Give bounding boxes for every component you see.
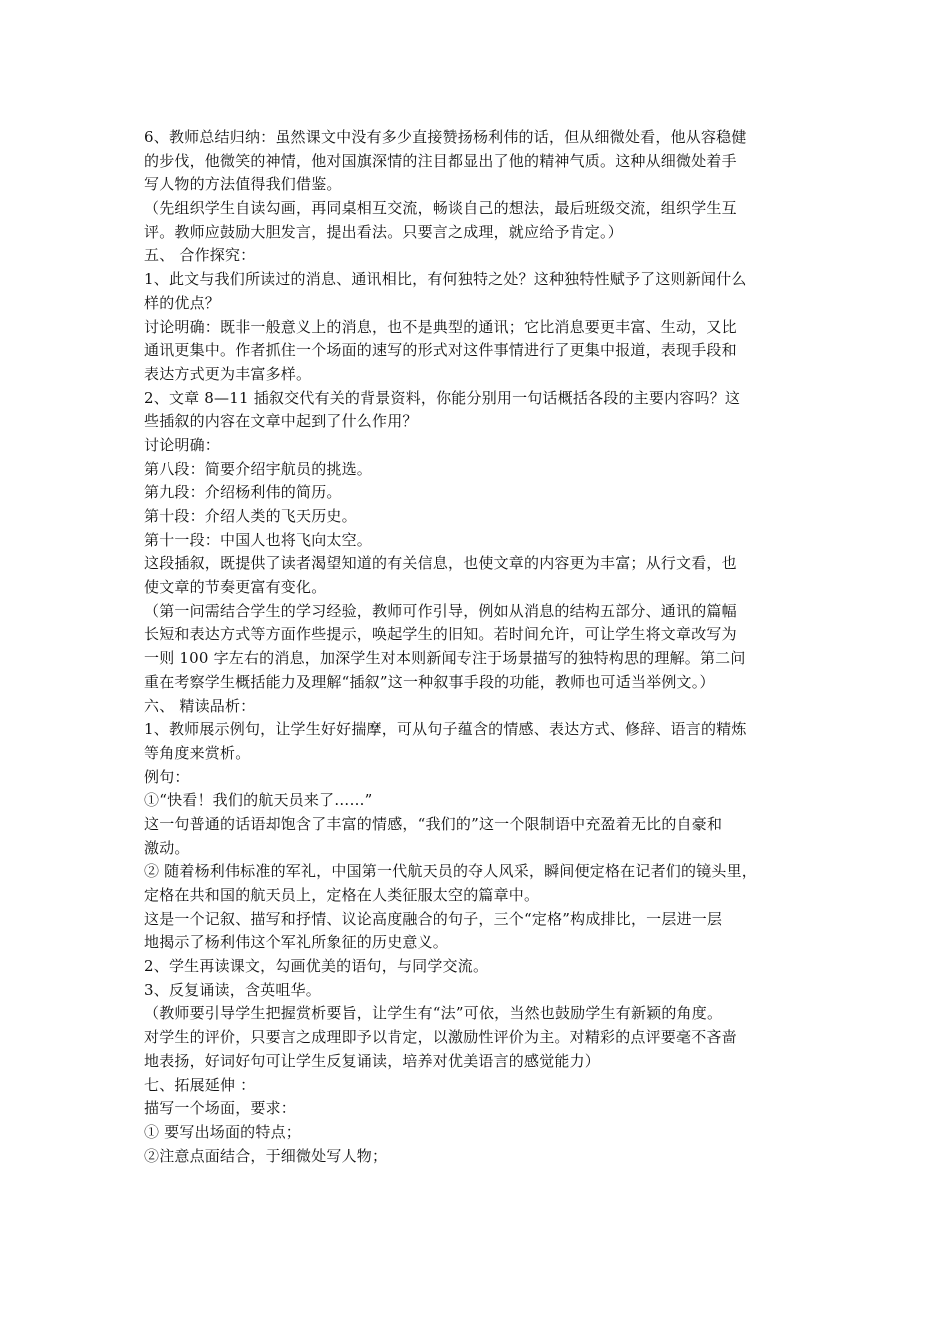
text-line: 这是一个记叙、描写和抒情、议论高度融合的句子，三个“定格”构成排比，一层进一层: [144, 909, 723, 928]
text-line: 这一句普通的话语却饱含了丰富的情感，“我们的”这一个限制语中充盈着无比的自豪和: [144, 814, 723, 833]
text-line: 1、教师展示例句，让学生好好揣摩，可从句子蕴含的情感、表达方式、修辞、语言的精炼: [144, 720, 747, 739]
text-line: 样的优点？: [144, 293, 221, 312]
section-heading: 六、 精读品析：: [144, 696, 256, 715]
text-line: 讨论明确：既非一般意义上的消息，也不是典型的通讯；它比消息要更丰富、生动，又比: [144, 317, 737, 336]
text-line: 重在考察学生概括能力及理解“插叙”这一种叙事手段的功能，教师也可适当举例文。）: [144, 672, 715, 691]
text-line: 地揭示了杨利伟这个军礼所象征的历史意义。: [144, 933, 449, 952]
section-heading: 七、拓展延伸 ：: [144, 1075, 256, 1094]
text-line: ②注意点面结合，于细微处写人物；: [144, 1146, 388, 1165]
text-line: 长短和表达方式等方面作些提示，唤起学生的旧知。若时间允许，可让学生将文章改写为: [144, 625, 737, 644]
text-line: 这段插叙，既提供了读者渴望知道的有关信息，也使文章的内容更为丰富；从行文看，也: [144, 554, 737, 573]
text-line: ①“快看！我们的航天员来了……”: [144, 791, 373, 810]
text-line: 对学生的评价，只要言之成理即予以肯定，以激励性评价为主。对精彩的点评要毫不吝啬: [144, 1028, 737, 1047]
text-line: 评。教师应鼓励大胆发言，提出看法。只要言之成理，就应给予肯定。）: [144, 222, 623, 241]
text-line: 等角度来赏析。: [144, 743, 251, 762]
text-line: 地表扬，好词好句可让学生反复诵读，培养对优美语言的感觉能力）: [144, 1051, 601, 1070]
text-line: 1、此文与我们所读过的消息、通讯相比，有何独特之处？这种独特性赋予了这则新闻什么: [144, 270, 747, 289]
text-line: ② 随着杨利伟标准的军礼，中国第一代航天员的夺人风采，瞬间便定格在记者们的镜头里，: [144, 862, 757, 881]
text-line: 激动。: [144, 838, 190, 857]
text-line: 2、文章 8—11 插叙交代有关的背景资料，你能分别用一句话概括各段的主要内容吗？这: [144, 388, 741, 407]
text-line: 例句：: [144, 767, 190, 786]
text-line: 使文章的节奏更富有变化。: [144, 578, 327, 597]
text-line: 讨论明确：: [144, 435, 221, 454]
text-line: 表达方式更为丰富多样。: [144, 364, 312, 383]
text-line: 描写一个场面，要求：: [144, 1099, 297, 1118]
text-line: 3、反复诵读，含英咀华。: [144, 980, 321, 999]
text-line: 一则 100 字左右的消息，加深学生对本则新闻专注于场景描写的独特构思的理解。第二问: [144, 649, 746, 668]
text-line: ① 要写出场面的特点；: [144, 1122, 301, 1141]
text-line: 写人物的方法值得我们借鉴。: [144, 175, 342, 194]
text-line: （第一问需结合学生的学习经验，教师可作引导，例如从消息的结构五部分、通讯的篇幅: [144, 601, 737, 620]
text-line: 6、教师总结归纳：虽然课文中没有多少直接赞扬杨利伟的话，但从细微处看，他从容稳健: [144, 128, 747, 146]
text-line: 通讯更集中。作者抓住一个场面的速写的形式对这件事情进行了更集中报道，表现手段和: [144, 341, 737, 360]
text-line: 2、学生再读课文，勾画优美的语句，与同学交流。: [144, 957, 489, 976]
text-line: 第九段：介绍杨利伟的简历。: [144, 483, 342, 502]
text-line: 些插叙的内容在文章中起到了什么作用？: [144, 412, 418, 431]
text-line: 第十一段：中国人也将飞向太空。: [144, 530, 373, 549]
text-line: 的步伐，他微笑的神情，他对国旗深情的注目都显出了他的精神气质。这种从细微处着手: [144, 151, 737, 170]
text-line: （教师要引导学生把握赏析要旨，让学生有“法”可依，当然也鼓励学生有新颖的角度。: [144, 1004, 723, 1023]
text-line: 定格在共和国的航天员上，定格在人类征服太空的篇章中。: [144, 886, 540, 904]
text-line: （先组织学生自读勾画，再同桌相互交流，畅谈自己的想法，最后班级交流，组织学生互: [144, 199, 737, 218]
section-heading: 五、 合作探究：: [144, 246, 256, 265]
text-line: 第八段：简要介绍宇航员的挑选。: [144, 459, 373, 478]
document-body: [144, 126, 824, 1168]
text-line: 第十段：介绍人类的飞天历史。: [144, 507, 357, 525]
